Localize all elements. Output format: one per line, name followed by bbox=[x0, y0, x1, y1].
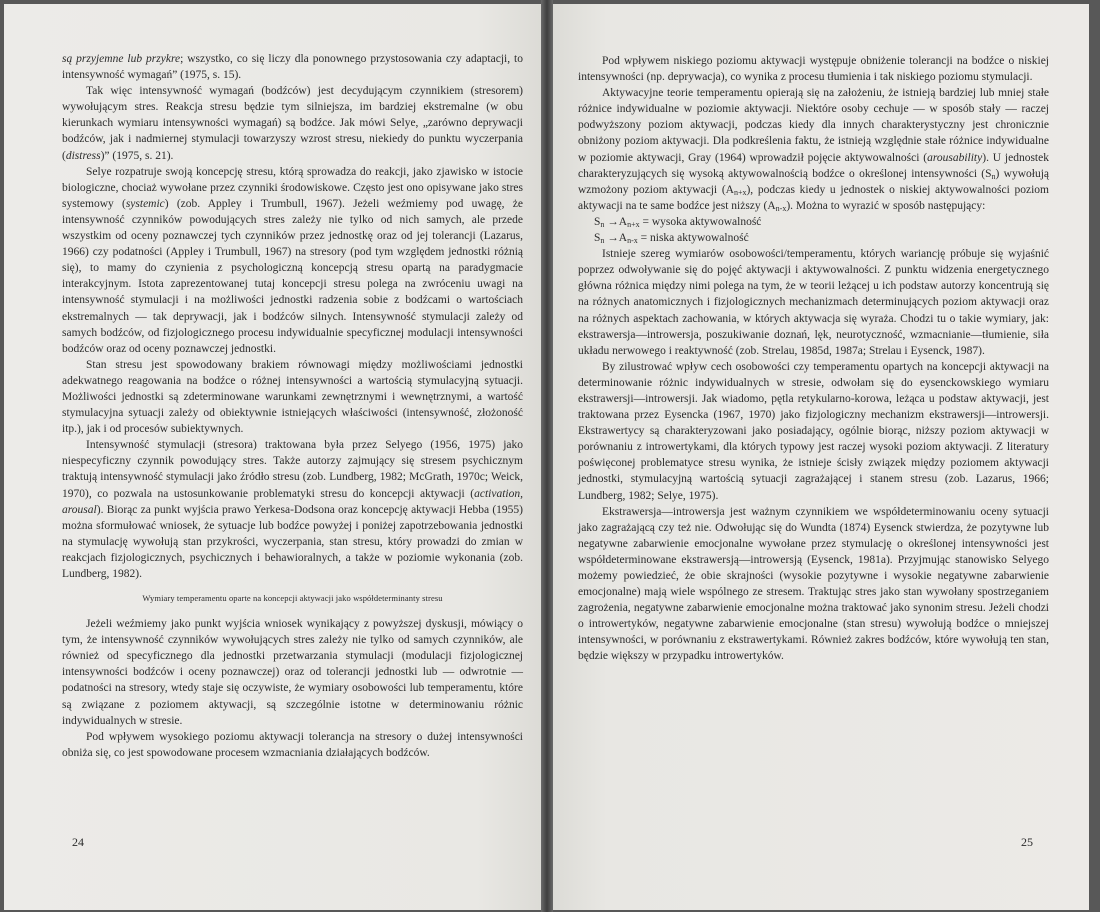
paragraph bbox=[578, 359, 1049, 504]
text-run: Ekstrawersja—introwersja jest ważnym czynnikiem we współdeterminowaniu oceny sytuacji jako zagrażającą czy też nie. Odwołując się do Wundta (1874) Eysenck stwierdza, że pozytywne lub negatywne zabarwienie emocjonalne wywołane przez stymulację o określonej intensywności jest współdeterminowane ekstrawersją—introwersją (Eysenck, 1981a). Przyjmując stanowisko Selyego możemy powiedzieć, że obie skrajności (wysokie pozytywne i wysokie negatywne zabarwienie emocjonalne) mają wiele wspólnego ze stresem. Traktując stres jako stan wywołany spostrzeganiem zagrożenia, negatywne zabarwienie emocjonalne można traktować jako synonim stresu. Jeżeli chodzi o introwertyków, negatywne zabarwienie emocjonalne (stan stresu) wywołują bodźce o mniejszej intensywności, w porównaniu z ekstrawertykami. Również zakres bodźców, które wywołują ten stan, będzie większy w przypadku introwertyków. bbox=[578, 505, 1049, 663]
italic-text: systemic bbox=[125, 197, 165, 210]
text-run: = wysoka aktywowalność bbox=[639, 215, 762, 228]
page-number-left: 24 bbox=[72, 835, 84, 849]
italic-text: distress bbox=[65, 149, 101, 162]
paragraph bbox=[578, 53, 1049, 85]
text-run: S bbox=[594, 232, 601, 245]
section-heading: Wymiary temperamentu oparte na koncepcji aktywacji jako współdeterminanty stresu bbox=[142, 593, 443, 604]
text-run: Pod wpływem wysokiego poziomu aktywacji tolerancja na stresory o dużej intensywności obniża się, co jest spowodowane procesem wzmacniania działających bodźców. bbox=[62, 730, 523, 759]
text-run: →A bbox=[604, 232, 628, 245]
italic-text: są przyjemne lub przykre bbox=[62, 53, 181, 65]
subscript-text: n bbox=[600, 236, 605, 246]
paragraph bbox=[578, 85, 1049, 214]
book-gutter bbox=[541, 0, 553, 912]
text-run: Selye rozpatruje swoją koncepcję stresu, którą sprowadza do reakcji, jako zjawisko w istocie biologiczne, chociaż wywołane przez czynniki środowiskowe. Często jest ono opisywane jako stres systemowy ( bbox=[62, 165, 523, 210]
paragraph bbox=[578, 246, 1049, 359]
text-run: Aktywacyjne teorie temperamentu opierają się na założeniu, że istnieją bardziej lub mniej stałe różnice indywidualne w poziomie aktywacji. Niektóre osoby cechuje — w sposób stały — raczej podwyższony poziom aktywacji, podczas kiedy dla innych charakterystyczny jest chronicznie obniżony poziom aktywacji. Dla podkreślenia faktu, że istnieją względnie stałe różnice indywidualne w poziomie aktywacji, Gray (1964) wprowadził pojęcie aktywowalności ( bbox=[578, 87, 1049, 164]
left-page bbox=[4, 4, 541, 910]
subscript-text: n-x bbox=[627, 236, 638, 246]
text-run: Tak więc intensywność wymagań (bodźców) jest decydującym czynnikiem (stresorem) wywołującym stres. Reakcja stresu będzie tym silniejsza, im bardziej ekstremalne (w obu kierunkach wymiaru intensywności wymagań) są bodźce. Jak mówi Selye, „zarówno deprywacji bodźców, jak i nadmiernej stymulacji towarzyszy wzrost stresu, niekiedy do punktu wyczerpania ( bbox=[62, 85, 523, 162]
right-page bbox=[553, 4, 1089, 910]
subscript-text: n bbox=[600, 219, 605, 229]
right-page-body bbox=[578, 53, 1049, 665]
text-run: ), podczas kiedy u jednostek o niskiej aktywowalności poziom aktywacji na te same bodźce jest niższy (A bbox=[578, 183, 1049, 212]
paragraph bbox=[62, 357, 523, 437]
paragraph bbox=[62, 164, 523, 357]
subscript-text: n bbox=[991, 171, 996, 181]
text-run: ). Biorąc za punkt wyjścia prawo Yerkesa-Dodsona oraz koncepcję aktywacji Hebba (1955) można sformułować wniosek, że sytuacje lub bodźce powyżej i poniżej zapotrzebowania jednostki na stymulację wywołują stan przykrości, wyczerpania, stan stresu, który prowadzi do zmian w reakcjach fizjologicznych, psychicznych i behawioralnych, a także w poziomie wykonania (zob. Lundberg, 1982). bbox=[62, 503, 523, 580]
text-run: →A bbox=[604, 215, 628, 228]
subscript-text: n-x bbox=[775, 203, 787, 213]
formula-line bbox=[578, 230, 1049, 246]
page-number-right: 25 bbox=[1021, 835, 1033, 849]
paragraph bbox=[62, 83, 523, 163]
text-run: Pod wpływem niskiego poziomu aktywacji występuje obniżenie tolerancji na bodźce o niskiej intensywności (np. deprywacja), co wynika z procesu tłumienia i tak niskiego poziomu stymulacji. bbox=[578, 55, 1049, 84]
text-run: S bbox=[594, 215, 601, 228]
text-run: ). U jednostek charakteryzujących się wysoką aktywowalnością bodźce o określonej intensywności (S bbox=[578, 151, 1049, 180]
paragraph bbox=[578, 504, 1049, 665]
subscript-text: n+x bbox=[627, 219, 640, 229]
text-run: Stan stresu jest spowodowany brakiem równowagi między możliwościami jednostki adekwatnego reagowania na bodźce o różnej intensywności a wartością stymulacyjną sytuacji. Możliwości jednostki są zdeterminowane warunkami zewnętrznymi i wewnętrznymi, a wartość stymulacyjna sytuacji zależy od obiektywnie istniejących właściwości (intensywność, złożoność itp.), jak i od procesów subiektywnych. bbox=[62, 358, 523, 436]
text-run: ) (zob. Appley i Trumbull, 1967). Jeżeli weźmiemy pod uwagę, że intensywność czynników powodujących stres zależy nie tylko od nich samych, ale przede wszystkim od oceny poznawczej tych czynników przez jednostkę oraz od jej tolerancji (Lazarus, 1966) czy podatności (Appley i Trumbull, 1967) na stresory (pod tym względem jednostki różnią się), to mamy do czynienia z psychologiczną koncepcją stresu opartą na paradygmacie interakcyjnym. Istota zaprezentowanej tutaj koncepcji stresu polega na zwróceniu uwagi na intensywność stymulacji i na możliwości jednostki radzenia sobie z bodźcami o wartościach ekstremalnych — tak deprywacji, jak i bodźców silnych. Intensywność stymulacji zależy od samych bodźców, od fizjologicznego procesu indywidualnie specyficznej modulacji intensywności bodźców oraz od oceny poznawczej jednostki. bbox=[62, 197, 523, 355]
paragraph bbox=[62, 729, 523, 761]
text-run: = niska aktywowalność bbox=[637, 232, 749, 245]
left-page-body-continued bbox=[62, 616, 523, 761]
left-page-body bbox=[62, 51, 523, 582]
formula-line bbox=[578, 214, 1049, 230]
italic-text: activation, arousal bbox=[62, 487, 523, 516]
text-run: ) wywołują wzmożony poziom aktywacji (A bbox=[578, 167, 1050, 196]
text-run: By zilustrować wpływ cech osobowości czy temperamentu opartych na koncepcji aktywacji na determinowanie różnic indywidualnych w stresie, odwołam się do eysenckowskiego wymiaru ekstrawersji—introwersji. Jak wiadomo, pętla retykularno-korowa, leżąca u podstaw aktywacji, jest traktowana przez Eysencka (1967, 1970) jako fizjologiczny mechanizm ekstrawersji—introwersji. Ekstrawertycy są charakteryzowani jako posiadający, ogólnie biorąc, niższy poziom aktywacji w porównaniu z introwertykami, dla których typowy jest raczej wysoki poziom aktywacji. Z literatury poświęconej problematyce stresu wynika, że istnieje ścisły związek między poziomem aktywacji jednostki, stymulacyjną wartością sytuacji zagrażającej i stanem stresu (zob. Lazarus, 1966; Lundberg, 1982; Selye, 1975). bbox=[578, 360, 1049, 502]
paragraph bbox=[62, 437, 523, 582]
paragraph bbox=[62, 616, 523, 729]
text-run: )” (1975, s. 21). bbox=[100, 149, 174, 162]
text-run: ; wszystko, co się liczy dla ponownego przystosowania czy adaptacji, to intensywność wymagań” (1975, s. 15). bbox=[62, 53, 523, 82]
subscript-text: n+x bbox=[733, 187, 747, 197]
text-run: Jeżeli weźmiemy jako punkt wyjścia wniosek wynikający z powyższej dyskusji, mówiący o tym, że intensywność czynników wywołujących stres zależy nie tylko od samych czynników, ale również od specyficznego dla jednostki przetwarzania stymulacji (modulacji fizjologicznej intensywności bodźców i oceny poznawczej) oraz od tolerancji jednostki lub — odwrotnie — podatności na stresory, wtedy staje się oczywiste, że wymiary osobowości lub temperamentu, które są związane z poziomem aktywacji, są szczególnie istotne w determinowaniu różnic indywidualnych w stresie. bbox=[62, 618, 523, 727]
italic-text: arousability bbox=[927, 151, 983, 164]
paragraph bbox=[62, 51, 523, 83]
text-run: Istnieje szereg wymiarów osobowości/temperamentu, których wariancję próbuje się wyjaśnić poprzez odwoływanie się do pojęć aktywacji i aktywowalności. Z punktu widzenia energetycznego główna różnica między nimi polega na tym, że w teorii leżącej u ich podstaw autorzy koncentrują się na różnych anatomicznych i fizjologicznych mechanizmach determinujących poziom aktywacji oraz na różnych aspektach zachowania, w których aktywacja się wyraża. Chodzi tu o takie wymiary, jak: ekstrawersja—introwersja, poszukiwanie doznań, lęk, neurotyczność, wzmacnianie—tłumienie, siła układu nerwowego i reaktywność (zob. Strelau, 1985d, 1987a; Strelau i Eysenck, 1987). bbox=[578, 248, 1049, 357]
text-run: Intensywność stymulacji (stresora) traktowana była przez Selyego (1956, 1975) jako niespecyficzny czynnik powodujący stres. Także autorzy zajmujący się stresem psychicznym traktują intensywność stymulacji jako źródło stresu (zob. Lundberg, 1982; McGrath, 1970c; Weick, 1970), co pozwala na ustosunkowanie problematyki stresu do koncepcji aktywacji ( bbox=[62, 439, 523, 500]
text-run: ). Można to wyrazić w sposób następujący: bbox=[786, 199, 986, 212]
